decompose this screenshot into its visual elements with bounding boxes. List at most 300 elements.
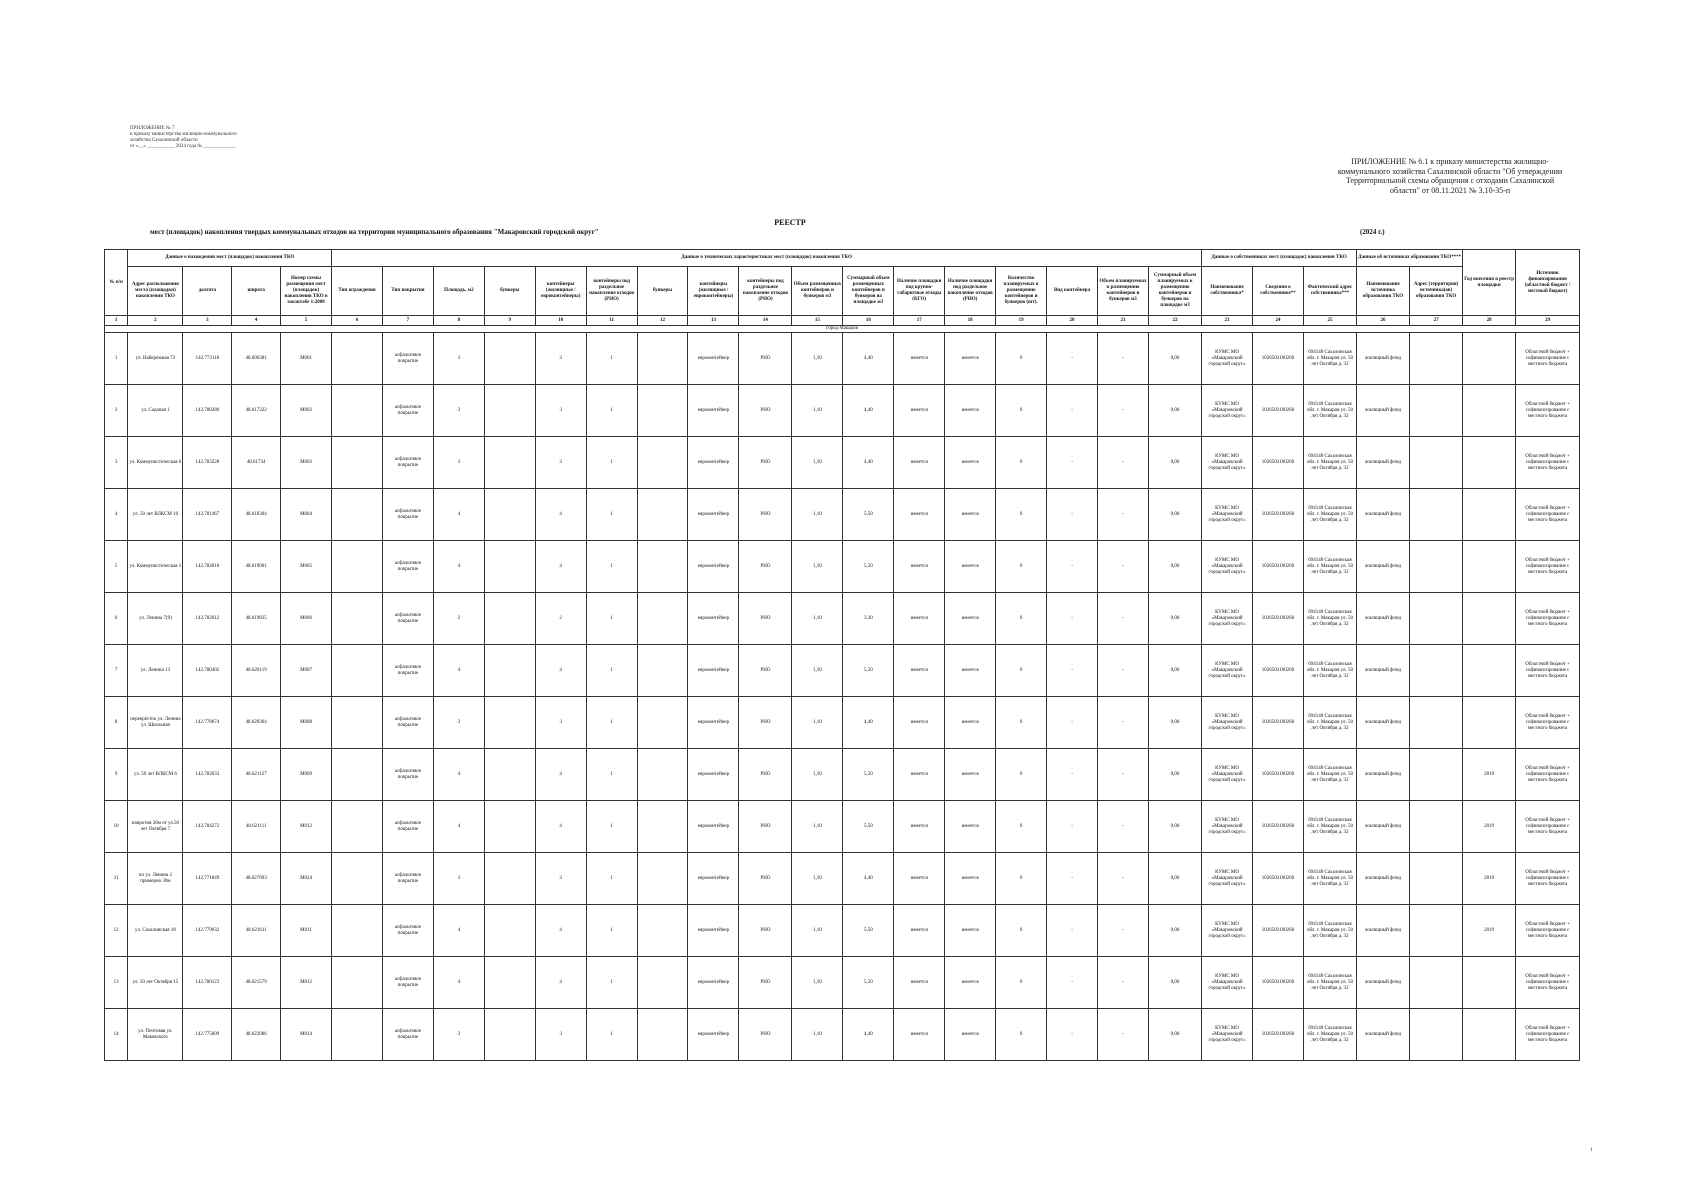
row-number: 3 — [105, 437, 128, 489]
row-number: 6 — [105, 593, 128, 645]
registry-year: 2019 — [1463, 905, 1516, 957]
containers: 3 — [535, 333, 586, 385]
fence-type — [332, 437, 383, 489]
column-number: 15 — [792, 316, 843, 326]
owner-info: 1036503100260 — [1253, 801, 1304, 853]
owner-info: 1036503100260 — [1253, 333, 1304, 385]
owner-address: 694140 Сахалинская обл. г. Макаров ул. 50 лет Октября д. 32 — [1303, 749, 1356, 801]
column-number: 6 — [332, 316, 383, 326]
source-address — [1410, 541, 1463, 593]
registry-year — [1463, 541, 1516, 593]
container-kind: евроконтейнер — [688, 593, 739, 645]
table-row — [105, 697, 1580, 749]
containers: 3 — [535, 385, 586, 437]
planned-kind: - — [1047, 541, 1098, 593]
source-address — [1410, 905, 1463, 957]
rno-kind: РНО — [739, 957, 792, 1009]
column-number: 10 — [535, 316, 586, 326]
bunker-kind — [637, 385, 688, 437]
col-header-1: № п/п — [105, 250, 128, 316]
scheme-number: М008 — [281, 697, 332, 749]
bunkers — [484, 853, 535, 905]
total-volume: 5,50 — [843, 541, 894, 593]
planned-kind: - — [1047, 385, 1098, 437]
cover-type: асфальтовое покрытие — [382, 489, 433, 541]
planned-volume: - — [1097, 749, 1148, 801]
planned-kind: - — [1047, 905, 1098, 957]
scheme-number: М005 — [281, 541, 332, 593]
bunker-kind — [637, 541, 688, 593]
planned-count: 0 — [996, 801, 1047, 853]
col-header-18: Наличие площадки под раздельное накопление отходов (РНО) — [945, 267, 996, 316]
cover-type: асфальтовое покрытие — [382, 905, 433, 957]
bunker-kind — [637, 333, 688, 385]
owner-address: 694140 Сахалинская обл. г. Макаров ул. 50 лет Октября д. 32 — [1303, 1009, 1356, 1061]
total-volume: 5,50 — [843, 905, 894, 957]
header-row — [105, 267, 1580, 316]
cover-type: асфальтовое покрытие — [382, 1009, 433, 1061]
owner-name: КУМС МО «Макаровский городской округ» — [1202, 593, 1253, 645]
containers: 4 — [535, 645, 586, 697]
area: 4 — [433, 541, 484, 593]
bunkers — [484, 801, 535, 853]
container-volume: 1,10 — [792, 1009, 843, 1061]
planned-volume: - — [1097, 645, 1148, 697]
latitude: 48.621111 — [232, 801, 281, 853]
planned-count: 0 — [996, 333, 1047, 385]
column-number: 24 — [1253, 316, 1304, 326]
note-line: хозяйства Сахалинской области — [130, 138, 198, 143]
rno-site: имеется — [945, 489, 996, 541]
source-name: жилищный фонд — [1357, 437, 1410, 489]
area: 4 — [433, 749, 484, 801]
source-address — [1410, 957, 1463, 1009]
bunkers — [484, 749, 535, 801]
planned-count: 0 — [996, 489, 1047, 541]
container-kind: евроконтейнер — [688, 333, 739, 385]
kgo-site: имеется — [894, 957, 945, 1009]
rno-site: имеется — [945, 853, 996, 905]
owner-address: 694140 Сахалинская обл. г. Макаров ул. 50 лет Октября д. 32 — [1303, 333, 1356, 385]
container-kind: евроконтейнер — [688, 1009, 739, 1061]
rno-site: имеется — [945, 697, 996, 749]
column-number: 5 — [281, 316, 332, 326]
rno-site: имеется — [945, 1009, 996, 1061]
row-number: 10 — [105, 801, 128, 853]
rno-containers: 1 — [586, 333, 637, 385]
bunker-kind — [637, 905, 688, 957]
container-kind: евроконтейнер — [688, 489, 739, 541]
column-number: 17 — [894, 316, 945, 326]
funding-source: Областной бюджет + софинансирование с местного бюджета — [1516, 541, 1580, 593]
owner-name: КУМС МО «Макаровский городской округ» — [1202, 697, 1253, 749]
total-volume: 5,50 — [843, 749, 894, 801]
source-address — [1410, 385, 1463, 437]
planned-kind: - — [1047, 593, 1098, 645]
col-header-29: Источник финансирования (областной бюджет / местный бюджет) — [1516, 250, 1580, 316]
row-number: 14 — [105, 1009, 128, 1061]
latitude: 48.61734 — [232, 437, 281, 489]
col-header-26: Наименование источника образования ТКО — [1357, 267, 1410, 316]
scheme-number: М011 — [281, 905, 332, 957]
col-header-3: долгота — [183, 267, 232, 316]
funding-source: Областной бюджет + софинансирование с местного бюджета — [1516, 957, 1580, 1009]
fence-type — [332, 1009, 383, 1061]
planned-total: 0,00 — [1148, 385, 1201, 437]
city-row — [105, 326, 1580, 333]
source-name: жилищный фонд — [1357, 489, 1410, 541]
planned-count: 0 — [996, 905, 1047, 957]
cover-type: асфальтовое покрытие — [382, 749, 433, 801]
planned-total: 0,00 — [1148, 1009, 1201, 1061]
cover-type: асфальтовое покрытие — [382, 801, 433, 853]
planned-total: 0,00 — [1148, 593, 1201, 645]
table-row — [105, 437, 1580, 489]
longitude: 142.778674 — [183, 697, 232, 749]
container-volume: 1,10 — [792, 697, 843, 749]
rno-kind: РНО — [739, 593, 792, 645]
bunkers — [484, 1009, 535, 1061]
registry-year — [1463, 593, 1516, 645]
funding-source: Областной бюджет + софинансирование с местного бюджета — [1516, 645, 1580, 697]
longitude: 142.780402 — [183, 645, 232, 697]
cover-type: асфальтовое покрытие — [382, 333, 433, 385]
source-address — [1410, 1009, 1463, 1061]
column-number: 11 — [586, 316, 637, 326]
row-number: 8 — [105, 697, 128, 749]
fence-type — [332, 853, 383, 905]
containers: 4 — [535, 957, 586, 1009]
address: ул. Коммунистическая 1 — [128, 541, 183, 593]
container-volume: 1,10 — [792, 593, 843, 645]
owner-name: КУМС МО «Макаровский городской округ» — [1202, 1009, 1253, 1061]
fence-type — [332, 957, 383, 1009]
col-header-9: бункеры — [484, 267, 535, 316]
planned-kind: - — [1047, 489, 1098, 541]
owner-info: 1036503100260 — [1253, 645, 1304, 697]
owner-name: КУМС МО «Макаровский городской округ» — [1202, 333, 1253, 385]
rno-site: имеется — [945, 385, 996, 437]
latitude: 48.617322 — [232, 385, 281, 437]
containers: 2 — [535, 593, 586, 645]
kgo-site: имеется — [894, 645, 945, 697]
column-number: 29 — [1516, 316, 1580, 326]
registry-year — [1463, 1009, 1516, 1061]
funding-source: Областной бюджет + софинансирование с местного бюджета — [1516, 385, 1580, 437]
container-volume: 1,10 — [792, 645, 843, 697]
table-row — [105, 957, 1580, 1009]
row-number: 13 — [105, 957, 128, 1009]
owner-address: 694140 Сахалинская обл. г. Макаров ул. 50 лет Октября д. 32 — [1303, 489, 1356, 541]
table-row — [105, 853, 1580, 905]
scheme-number: М004 — [281, 489, 332, 541]
area: 3 — [433, 333, 484, 385]
longitude: 142.784010 — [183, 541, 232, 593]
owner-address: 694140 Сахалинская обл. г. Макаров ул. 50 лет Октября д. 32 — [1303, 593, 1356, 645]
container-volume: 1,10 — [792, 437, 843, 489]
owner-address: 694140 Сахалинская обл. г. Макаров ул. 50 лет Октября д. 32 — [1303, 437, 1356, 489]
table-row — [105, 1009, 1580, 1061]
latitude: 48.621579 — [232, 957, 281, 1009]
planned-kind: - — [1047, 957, 1098, 1009]
longitude: 142.771849 — [183, 853, 232, 905]
container-kind: евроконтейнер — [688, 957, 739, 1009]
bunker-kind — [637, 1009, 688, 1061]
source-name: жилищный фонд — [1357, 749, 1410, 801]
note-line: ПРИЛОЖЕНИЕ № 7 — [130, 126, 175, 131]
bunker-kind — [637, 437, 688, 489]
fence-type — [332, 489, 383, 541]
row-number: 1 — [105, 333, 128, 385]
table-row — [105, 333, 1580, 385]
bunkers — [484, 437, 535, 489]
table-row — [105, 489, 1580, 541]
registry-year — [1463, 645, 1516, 697]
area: 3 — [433, 1009, 484, 1061]
owner-address: 694140 Сахалинская обл. г. Макаров ул. 50 лет Октября д. 32 — [1303, 645, 1356, 697]
owner-address: 694140 Сахалинская обл. г. Макаров ул. 50 лет Октября д. 32 — [1303, 697, 1356, 749]
area: 3 — [433, 385, 484, 437]
table-row — [105, 749, 1580, 801]
fence-type — [332, 385, 383, 437]
header-group-row — [105, 250, 1580, 267]
longitude: 142.784272 — [183, 801, 232, 853]
rno-kind: РНО — [739, 541, 792, 593]
rno-containers: 1 — [586, 1009, 637, 1061]
note-line: к приказу министерства жилищно-коммунального — [130, 132, 237, 137]
group-tech: Данные о технических характеристиках мест (площадок) накопления ТКО — [332, 250, 1202, 267]
page-number: 1 — [1590, 1148, 1593, 1153]
planned-count: 0 — [996, 697, 1047, 749]
containers: 3 — [535, 437, 586, 489]
registry-year — [1463, 957, 1516, 1009]
col-header-5: Номер схемы размещения мест (площадок) накопления ТКО в масштабе 1:2000 — [281, 267, 332, 316]
owner-name: КУМС МО «Макаровский городской округ» — [1202, 957, 1253, 1009]
owner-name: КУМС МО «Макаровский городской округ» — [1202, 749, 1253, 801]
total-volume: 4,40 — [843, 437, 894, 489]
kgo-site: имеется — [894, 749, 945, 801]
container-kind: евроконтейнер — [688, 853, 739, 905]
address: напротив 30м от ул.50 лет Октября 7 — [128, 801, 183, 853]
registry-year: 2019 — [1463, 801, 1516, 853]
kgo-site: имеется — [894, 801, 945, 853]
owner-name: КУМС МО «Макаровский городской округ» — [1202, 489, 1253, 541]
source-name: жилищный фонд — [1357, 957, 1410, 1009]
funding-source: Областной бюджет + софинансирование с местного бюджета — [1516, 333, 1580, 385]
owner-name: КУМС МО «Макаровский городской округ» — [1202, 853, 1253, 905]
planned-count: 0 — [996, 385, 1047, 437]
col-header-11: контейнеры под раздельное накопление отходов (РНО) — [586, 267, 637, 316]
owner-info: 1036503100260 — [1253, 749, 1304, 801]
cover-type: асфальтовое покрытие — [382, 541, 433, 593]
group-sources: Данные об источниках образования ТКО**** — [1357, 250, 1463, 267]
container-volume: 1,10 — [792, 749, 843, 801]
container-kind: евроконтейнер — [688, 749, 739, 801]
registry-year — [1463, 385, 1516, 437]
container-volume: 1,10 — [792, 905, 843, 957]
table-row — [105, 905, 1580, 957]
fence-type — [332, 541, 383, 593]
containers: 3 — [535, 853, 586, 905]
latitude: 48.618304 — [232, 489, 281, 541]
containers: 4 — [535, 489, 586, 541]
container-kind: евроконтейнер — [688, 801, 739, 853]
owner-name: КУМС МО «Макаровский городской округ» — [1202, 801, 1253, 853]
rno-kind: РНО — [739, 333, 792, 385]
planned-total: 0,00 — [1148, 333, 1201, 385]
planned-total: 0,00 — [1148, 853, 1201, 905]
owner-info: 1036503100260 — [1253, 853, 1304, 905]
longitude: 142.780280 — [183, 385, 232, 437]
container-volume: 1,10 — [792, 333, 843, 385]
col-header-22: Суммарный объем планируемых к размещению контейнеров и бункеров на площадке м3 — [1148, 267, 1201, 316]
planned-volume: - — [1097, 385, 1148, 437]
column-number: 18 — [945, 316, 996, 326]
address: ул. Садовая 1 — [128, 385, 183, 437]
rno-containers: 1 — [586, 541, 637, 593]
rno-kind: РНО — [739, 697, 792, 749]
rno-site: имеется — [945, 593, 996, 645]
kgo-site: имеется — [894, 541, 945, 593]
col-header-28: Год внесения в реестр площадки — [1463, 250, 1516, 316]
latitude: 48.621127 — [232, 749, 281, 801]
source-name: жилищный фонд — [1357, 905, 1410, 957]
fence-type — [332, 593, 383, 645]
column-number: 1 — [105, 316, 128, 326]
latitude: 48.621611 — [232, 905, 281, 957]
kgo-site: имеется — [894, 437, 945, 489]
owner-name: КУМС МО «Макаровский городской округ» — [1202, 645, 1253, 697]
rno-kind: РНО — [739, 853, 792, 905]
planned-volume: - — [1097, 489, 1148, 541]
area: 3 — [433, 853, 484, 905]
funding-source: Областной бюджет + софинансирование с местного бюджета — [1516, 749, 1580, 801]
address: ул. 50 лет Октября 15 — [128, 957, 183, 1009]
column-number: 20 — [1047, 316, 1098, 326]
top-left-note — [130, 126, 310, 150]
rno-kind: РНО — [739, 749, 792, 801]
column-number: 2 — [128, 316, 183, 326]
container-kind: евроконтейнер — [688, 645, 739, 697]
source-address — [1410, 697, 1463, 749]
rno-containers: 1 — [586, 749, 637, 801]
rno-kind: РНО — [739, 645, 792, 697]
owner-address: 694140 Сахалинская обл. г. Макаров ул. 50 лет Октября д. 32 — [1303, 801, 1356, 853]
planned-total: 0,00 — [1148, 489, 1201, 541]
container-volume: 1,10 — [792, 489, 843, 541]
longitude: 142.782612 — [183, 593, 232, 645]
planned-volume: - — [1097, 957, 1148, 1009]
scheme-number: М012 — [281, 957, 332, 1009]
planned-count: 0 — [996, 437, 1047, 489]
area: 4 — [433, 957, 484, 1009]
container-volume: 1,10 — [792, 957, 843, 1009]
containers: 3 — [535, 697, 586, 749]
funding-source: Областной бюджет + софинансирование с местного бюджета — [1516, 593, 1580, 645]
cover-type: асфальтовое покрытие — [382, 957, 433, 1009]
source-name: жилищный фонд — [1357, 593, 1410, 645]
scheme-number: М006 — [281, 593, 332, 645]
cover-type: асфальтовое покрытие — [382, 593, 433, 645]
rno-site: имеется — [945, 437, 996, 489]
source-address — [1410, 437, 1463, 489]
longitude: 142.781467 — [183, 489, 232, 541]
source-name: жилищный фонд — [1357, 1009, 1410, 1061]
row-number: 4 — [105, 489, 128, 541]
cover-type: асфальтовое покрытие — [382, 385, 433, 437]
owner-info: 1036503100260 — [1253, 905, 1304, 957]
planned-volume: - — [1097, 333, 1148, 385]
planned-total: 0,00 — [1148, 749, 1201, 801]
address: ул. Почтовая ул. Маковского — [128, 1009, 183, 1061]
fence-type — [332, 749, 383, 801]
source-address — [1410, 593, 1463, 645]
source-name: жилищный фонд — [1357, 697, 1410, 749]
rno-containers: 1 — [586, 437, 637, 489]
total-volume: 4,40 — [843, 385, 894, 437]
funding-source: Областной бюджет + софинансирование с местного бюджета — [1516, 1009, 1580, 1061]
column-number: 23 — [1202, 316, 1253, 326]
source-name: жилищный фонд — [1357, 645, 1410, 697]
address: ул. 50 лет ВЛКСМ 6 — [128, 749, 183, 801]
planned-kind: - — [1047, 749, 1098, 801]
planned-total: 0,00 — [1148, 697, 1201, 749]
column-number: 22 — [1148, 316, 1201, 326]
scheme-number: М007 — [281, 645, 332, 697]
owner-info: 1036503100260 — [1253, 541, 1304, 593]
scheme-number: М024 — [281, 853, 332, 905]
area: 4 — [433, 489, 484, 541]
col-header-19: Количество планируемых к размещению контейнеров и бункеров (шт). — [996, 267, 1047, 316]
planned-total: 0,00 — [1148, 645, 1201, 697]
table-row — [105, 541, 1580, 593]
rno-kind: РНО — [739, 489, 792, 541]
owner-name: КУМС МО «Макаровский городской округ» — [1202, 437, 1253, 489]
longitude: 142.782033 — [183, 749, 232, 801]
column-number: 4 — [232, 316, 281, 326]
table-row — [105, 593, 1580, 645]
registry-year — [1463, 697, 1516, 749]
planned-kind: - — [1047, 437, 1098, 489]
bunker-kind — [637, 957, 688, 1009]
scheme-number: М001 — [281, 333, 332, 385]
rno-kind: РНО — [739, 437, 792, 489]
bunker-kind — [637, 801, 688, 853]
planned-volume: - — [1097, 1009, 1148, 1061]
note-line: от «__» ___________ 2024 года № _____________ — [130, 144, 236, 149]
column-number: 27 — [1410, 316, 1463, 326]
container-volume: 1,10 — [792, 853, 843, 905]
owner-name: КУМС МО «Макаровский городской округ» — [1202, 905, 1253, 957]
owner-address: 694140 Сахалинская обл. г. Макаров ул. 50 лет Октября д. 32 — [1303, 957, 1356, 1009]
col-header-12: бункеры — [637, 267, 688, 316]
rno-containers: 1 — [586, 801, 637, 853]
cover-type: асфальтовое покрытие — [382, 437, 433, 489]
col-header-4: широта — [232, 267, 281, 316]
planned-kind: - — [1047, 1009, 1098, 1061]
container-volume: 1,10 — [792, 801, 843, 853]
kgo-site: имеется — [894, 1009, 945, 1061]
total-volume: 5,50 — [843, 957, 894, 1009]
city-name: город Макаров — [105, 326, 1580, 333]
planned-count: 0 — [996, 541, 1047, 593]
containers: 4 — [535, 801, 586, 853]
rno-containers: 1 — [586, 593, 637, 645]
latitude: 48.619001 — [232, 541, 281, 593]
planned-total: 0,00 — [1148, 801, 1201, 853]
column-number: 21 — [1097, 316, 1148, 326]
container-kind: евроконтейнер — [688, 385, 739, 437]
